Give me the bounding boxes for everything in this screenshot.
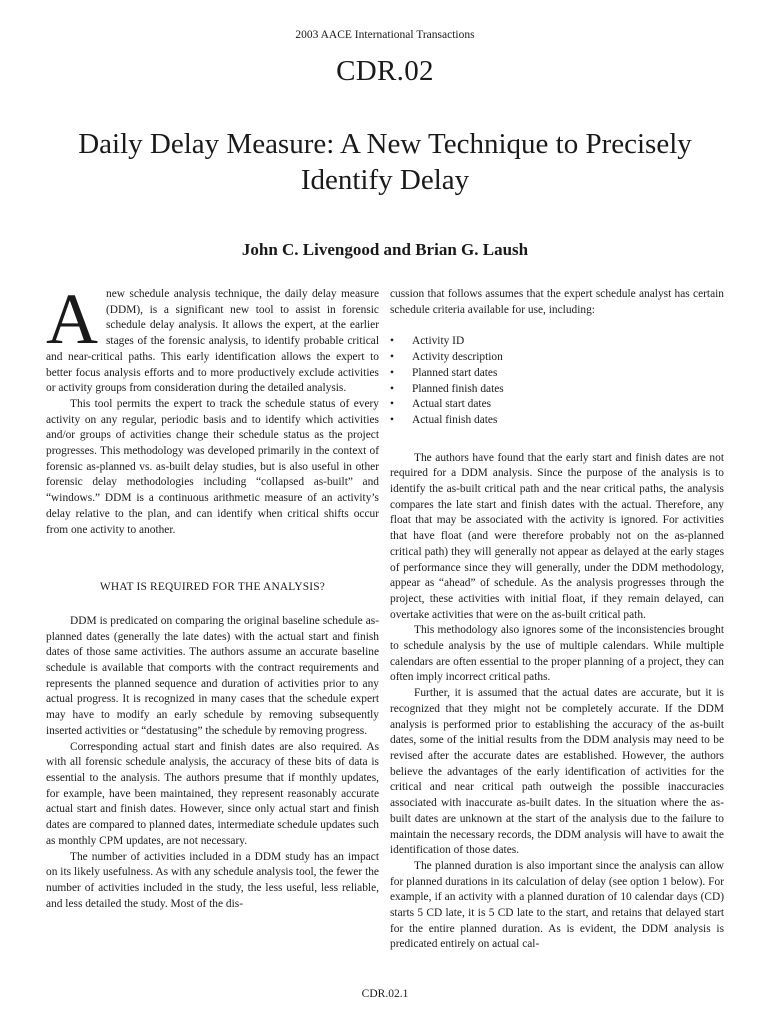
list-item-text: Actual start dates [412, 398, 492, 411]
list-item-text: Actual finish dates [412, 413, 498, 426]
section-heading: WHAT IS REQUIRED FOR THE ANALYSIS? [99, 581, 326, 594]
list-item [390, 350, 724, 366]
bullet-icon: • [390, 413, 394, 426]
body-paragraph: The planned duration is also important since the analysis can allow for planned durations in its calculation of delay (see option 1 below). For example, if an activity with a planned duration of 10 calendar days (CD) starts 5 CD late, it is 5 CD late to the start, and retains that delayed start for the entire planned duration. As is evident, the DDM analysis is predicated entirely on actual cal- [390, 859, 724, 951]
list-item-text: Planned finish dates [412, 382, 504, 395]
left-column [46, 279, 379, 912]
list-item [390, 366, 724, 382]
list-item-text: Planned start dates [412, 366, 498, 379]
intro-paragraph [46, 279, 379, 397]
criteria-list [390, 334, 724, 428]
list-item [390, 382, 724, 398]
paper-authors: John C. Livengood and Brian G. Laush [241, 240, 529, 259]
body-paragraph: This methodology also ignores some of the inconsistencies brought to schedule analysis by the use of multiple calendars. While multiple calendars are often essential to the proper planning of a project, they can often imply incorrect critical paths. [390, 624, 724, 684]
bullet-icon: • [390, 398, 394, 411]
bullet-icon: • [390, 366, 394, 379]
body-paragraph: The number of activities included in a DDM study has an impact on its likely usefulness. As with any schedule analysis tool, the fewer the number of activities included in the study, the less useful, less reliable, and less detailed the study. Most of the dis- [46, 850, 379, 910]
paper-title: Daily Delay Measure: A New Technique to Precisely Identify Delay [78, 128, 692, 196]
bullet-icon: • [390, 351, 394, 364]
body-paragraph: Corresponding actual start and finish dates are also required. As with all forensic schedule analysis, the accuracy of these bits of data is essential to the analysis. The authors presume that if monthly updates, for example, have been maintained, they represent reasonably accurate actual start and finish dates. However, since only actual start and finish dates are compared to planned dates, intermediate schedule updates such as monthly CPM updates, are not necessary. [46, 740, 379, 847]
drop-cap: A [46, 279, 98, 359]
bullet-icon: • [390, 382, 394, 395]
body-paragraph: Further, it is assumed that the actual dates are accurate, but it is recognized that they might not be completely accurate. If the DDM analysis is performed prior to establishing the accuracy of the as-built dates, some of the initial results from the DDM analysis may need to be revised after the accurate dates are established. However, the authors believe the advantages of the early identification of activities for the critical and near critical path outweigh the possible inaccuracies associated with inaccurate as-built dates. In the situation where the as-built dates are unknown at the start of the analysis due to the failure to maintain the necessary records, the DDM analysis will have to await the identification of those dates. [390, 687, 724, 857]
list-item-text: Activity description [412, 351, 503, 364]
intro-text: new schedule analysis technique, the daily delay measure (DDM), is a significant new tool to assist in forensic schedule delay analysis. It allows the expert, at the earlier stages of the forensic analysis, to identify probable critical and near-critical paths. This early identification allows the expert to better focus analysis efforts and to more productively exclude activities or activity groups from consideration during the detailed analysis. [46, 288, 379, 395]
body-paragraph: This tool permits the expert to track the schedule status of every activity on any regular, periodic basis and to identify which activities and/or groups of activities change their schedule status as the project progresses. This methodology was developed primarily in the context of forensic as-planned vs. as-built delay studies, but is also useful in other forensic delay methodologies including “collapsed as-built” and “windows.” DDM is a continuous arithmetic measure of an activity’s delay relative to the plan, and can identify when critical shifts occur from one activity to another. [46, 397, 379, 536]
list-item [390, 397, 724, 413]
list-item [390, 413, 724, 429]
body-paragraph: cussion that follows assumes that the expert schedule analyst has certain schedule criteria available for use, including: [390, 288, 724, 316]
bullet-icon: • [390, 335, 394, 348]
paper-code: CDR.02 [336, 55, 434, 87]
body-paragraph: DDM is predicated on comparing the original baseline schedule as-planned dates (generally the late dates) with the actual start and finish dates of those same activities. The authors assume an accurate baseline schedule is available that comports with the contract requirements and represents the planned sequence and duration of activities prior to any actual progress. It is recognized in many cases that the schedule expert may have to modify an early schedule by removing subsequently inserted activities or “destatusing” the schedule by removing progress. [46, 614, 379, 737]
transactions-header: 2003 AACE International Transactions [295, 29, 475, 41]
list-item [390, 334, 724, 350]
list-item-text: Activity ID [412, 335, 465, 348]
page-number: CDR.02.1 [361, 988, 409, 1000]
right-column [390, 287, 724, 953]
body-paragraph: The authors have found that the early start and finish dates are not required for a DDM analysis. Since the purpose of the analysis is to identify the as-built critical path and the near critical paths, the analysis compares the late start and finish dates with the actual. Therefore, any float that may be associated with the activity is ignored. For activities that have float (and were therefore probably not on the as-planned critical path) they will generally not appear as delayed at the early stages of performance since they will generally, under the DDM methodology, appear as “ahead” of schedule. As the analysis progresses through the project, these activities with initial float, if they remain delayed, can overtake activities that were on the as-built critical path. [390, 451, 724, 621]
